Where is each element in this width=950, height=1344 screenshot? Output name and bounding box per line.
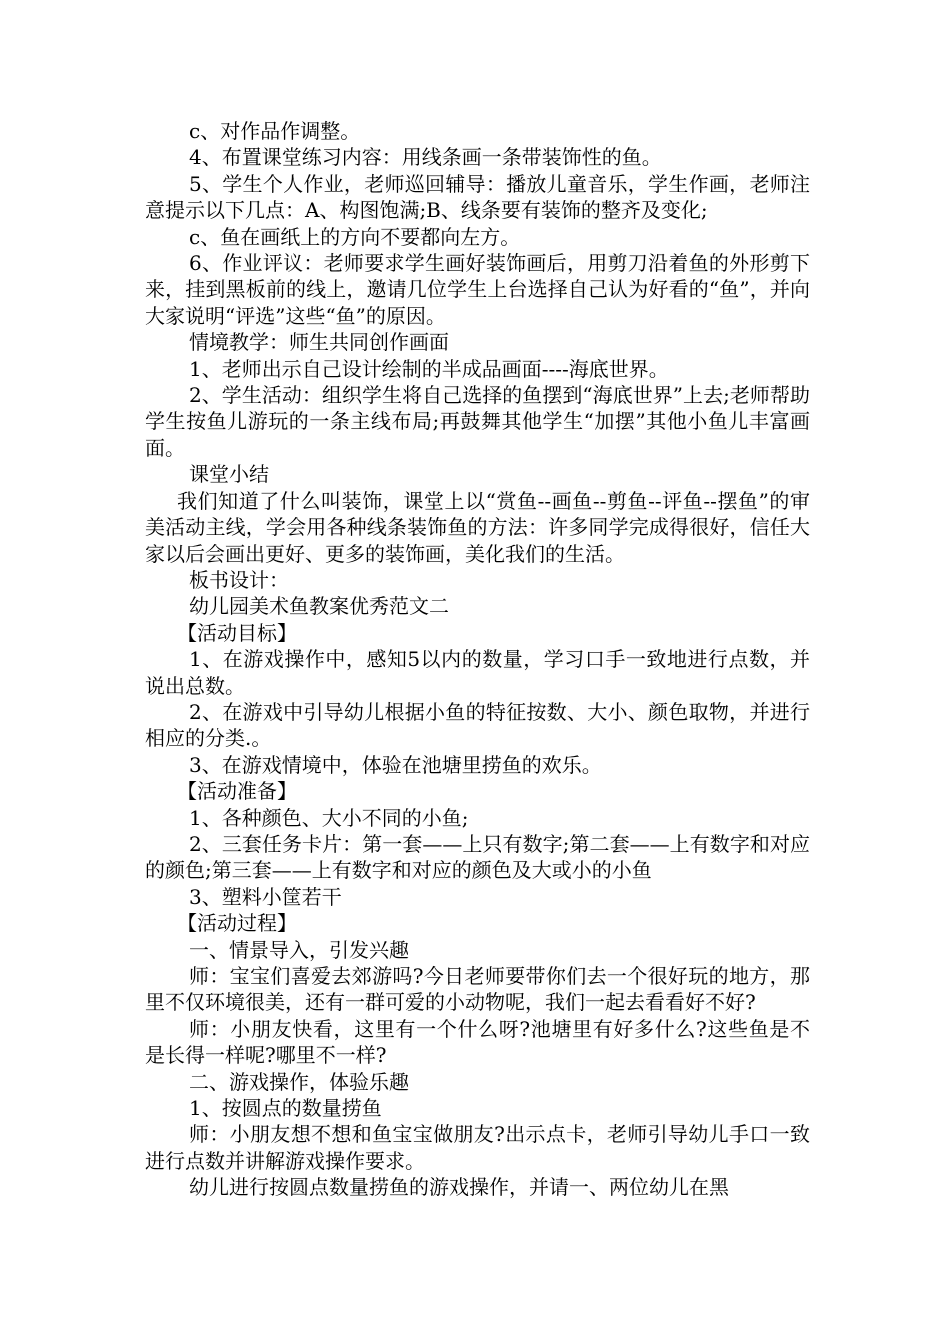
paragraph-situational-teaching: 情境教学：师生共同创作画面 xyxy=(189,330,449,355)
paragraph-goal-three: 3、在游戏情境中，体验在池塘里捞鱼的欢乐。 xyxy=(189,752,602,777)
paragraph-adjust-work: c、对作品作调整。 xyxy=(189,119,361,143)
paragraph-dot-fishing: 1、按圆点的数量捞鱼 xyxy=(189,1096,382,1121)
paragraph-prep-one: 1、各种颜色、大小不同的小鱼; xyxy=(189,805,469,830)
paragraph-student-activity: 2、学生活动：组织学生将自己选择的鱼摆到“海底世界”上去;老师帮助学生按鱼儿游玩的一条主线布局;再鼓舞其他学生“加摆”其他小鱼儿丰富画面。 xyxy=(145,383,810,460)
paragraph-step-two: 二、游戏操作，体验乐趣 xyxy=(189,1069,409,1094)
paragraph-teacher-dot-card: 师：小朋友想不想和鱼宝宝做朋友?出示点卡，老师引导幼儿手口一致进行点数并讲解游戏操作要求。 xyxy=(145,1122,810,1173)
paragraph-step-one: 一、情景导入，引发兴趣 xyxy=(189,937,409,962)
paragraph-teacher-shows-picture: 1、老师出示自己设计绘制的半成品画面----海底世界。 xyxy=(189,356,669,381)
paragraph-summary-text: 我们知道了什么叫装饰，课堂上以“赏鱼--画鱼--剪鱼--评鱼--摆鱼”的审美活动主线，学会用各种线条装饰鱼的方法：许多同学完成得很好，信任大家以后会画出更好、更多的装饰画，美化我们的生活。 xyxy=(145,488,810,566)
document-body xyxy=(145,118,810,1201)
heading-activity-process: 【活动过程】 xyxy=(177,911,297,936)
heading-activity-preparation: 【活动准备】 xyxy=(177,779,297,804)
paragraph-practice-content: 4、布置课堂练习内容：用线条画一条带装饰性的鱼。 xyxy=(189,145,662,170)
paragraph-children-operate: 幼儿进行按圆点数量捞鱼的游戏操作，并请一、两位幼儿在黑 xyxy=(189,1175,729,1200)
heading-board-design: 板书设计： xyxy=(189,567,289,592)
paragraph-goal-two: 2、在游戏中引导幼儿根据小鱼的特征按数、大小、颜色取物，并进行相应的分类.。 xyxy=(145,699,810,751)
heading-class-summary: 课堂小结 xyxy=(189,462,269,487)
paragraph-prep-three: 3、塑料小筐若干 xyxy=(189,884,342,909)
paragraph-prep-two: 2、三套任务卡片：第一套——上只有数字;第二套——上有数字和对应的颜色;第三套——上有数字和对应的颜色及大或小的小鱼 xyxy=(145,831,810,883)
paragraph-fish-direction: c、鱼在画纸上的方向不要都向左方。 xyxy=(189,224,521,249)
paragraph-teacher-intro: 师：宝宝们喜爱去郊游吗?今日老师要带你们去一个很好玩的地方，那里不仅环境很美，还有一群可爱的小动物呢，我们一起去看看好不好? xyxy=(145,964,810,1015)
paragraph-work-review: 6、作业评议：老师要求学生画好装饰画后，用剪刀沿着鱼的外形剪下来，挂到黑板前的线上，邀请几位学生上台选择自己认为好看的“鱼”，并向大家说明“评选”这些“鱼”的原因。 xyxy=(145,251,810,328)
heading-sample-two: 幼儿园美术鱼教案优秀范文二 xyxy=(189,594,449,619)
heading-activity-goals: 【活动目标】 xyxy=(177,620,297,645)
paragraph-teacher-question: 师：小朋友快看，这里有一个什么呀?池塘里有好多什么?这些鱼是不是长得一样呢?哪里不一样? xyxy=(145,1016,810,1068)
paragraph-goal-one: 1、在游戏操作中，感知5以内的数量，学习口手一致地进行点数，并说出总数。 xyxy=(145,647,810,698)
paragraph-individual-work: 5、学生个人作业，老师巡回辅导：播放儿童音乐，学生作画，老师注意提示以下几点：A、构图饱满;B、线条要有装饰的整齐及变化; xyxy=(145,171,810,223)
